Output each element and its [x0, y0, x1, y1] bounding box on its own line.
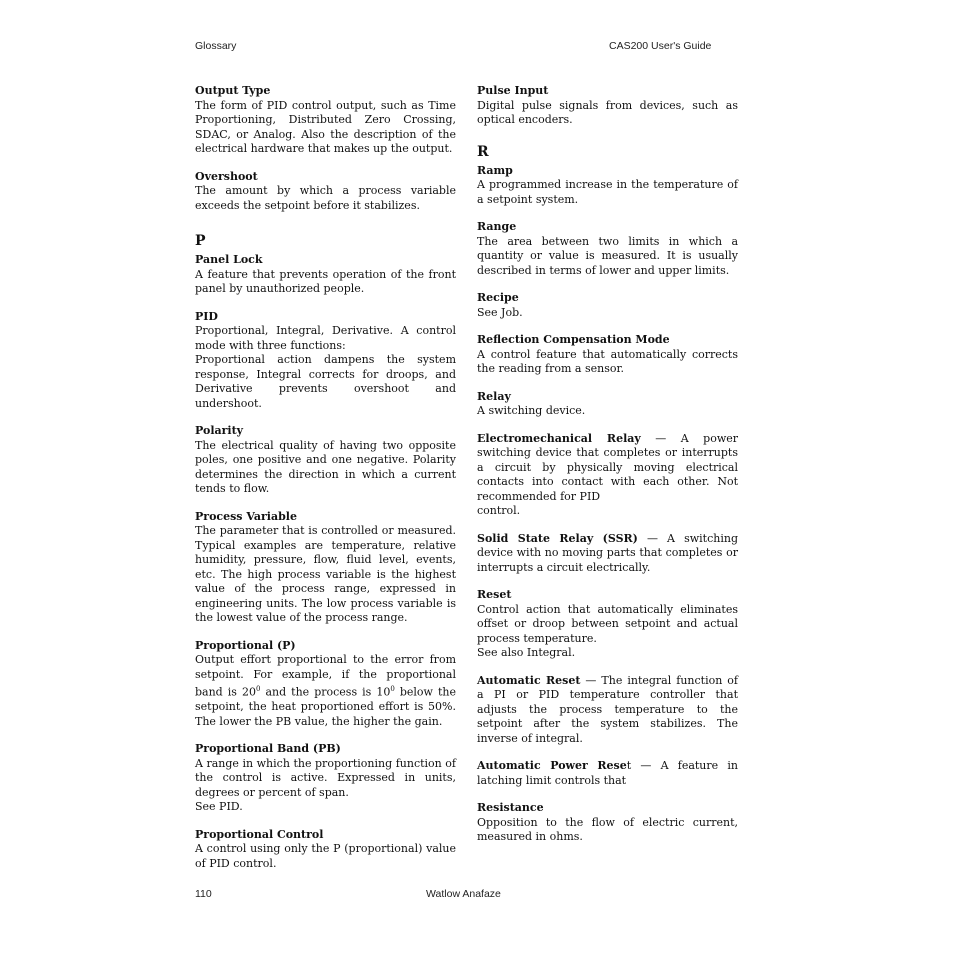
definition-continued: Proportional action dampens the system response, Integral corrects for droops, and Derivative prevents overshoot and undershoot. [195, 353, 456, 410]
term: PID [195, 309, 218, 323]
term: Panel Lock [195, 253, 263, 266]
entry-pid [195, 310, 456, 412]
entry-proportional-p [195, 639, 456, 730]
inline-term: Electromechanical Relay [477, 431, 641, 445]
definition: A range in which the proportioning function of the control is active. Expressed in units, degrees or percent of span. [195, 756, 456, 799]
see-also: See also Integral. [477, 646, 576, 659]
entry-range [477, 220, 738, 278]
entry-polarity [195, 424, 456, 497]
definition: The form of PID control output, such as Time Proportioning, Distributed Zero Crossing, SDAC, or Analog. Also the description of the electrical hardware that makes up the output. [195, 98, 456, 155]
entry-reset [477, 588, 738, 661]
definition: The parameter that is controlled or measured. Typical examples are temperature, relative humidity, pressure, flow, fluid level, events, etc. The high process variable is the highest value of the process range, expressed in engineering units. The low process variable is the lowest value of the process range. [195, 524, 456, 624]
term: Pulse Input [477, 84, 549, 97]
definition: See Job. [477, 305, 523, 319]
definition: The electrical quality of having two opposite poles, one positive and one negative. Polarity determines the direction in which a current tends to flow. [195, 438, 456, 495]
term: Process Variable [195, 509, 297, 523]
entry-proportional-control [195, 828, 456, 872]
entry-panel-lock [195, 253, 456, 297]
section-letter-p: P [195, 233, 206, 249]
entry-automatic-reset [477, 674, 738, 747]
term: Range [477, 220, 517, 233]
definition: Output effort proportional to the error from setpoint. For example, if the proportional band is $20^0$ and the process is $10^0$ below the setpoint, the heat proportioned effort is 50%. The lower the PB value, the higher the gain. [195, 653, 456, 728]
glossary-left-column [195, 84, 456, 884]
term: Reset [477, 588, 512, 601]
see-also: See PID. [195, 800, 243, 814]
inline-term: Automatic Power Rese [477, 759, 627, 772]
definition: The area between two limits in which a quantity or value is measured. It is usually described in terms of lower and upper limits. [477, 234, 738, 277]
entry-pulse-input [477, 84, 738, 128]
definition: A control feature that automatically corrects the reading from a sensor. [477, 347, 738, 375]
definition: Automatic Power Reset — A feature in latching limit controls that [477, 759, 738, 787]
running-header-section: Glossary [195, 40, 237, 52]
term: Resistance [477, 801, 544, 814]
term: Overshoot [195, 169, 258, 183]
inline-term: Automatic Reset [477, 673, 581, 687]
term: Reflection Compensation Mode [477, 333, 670, 346]
term: Relay [477, 389, 511, 403]
term: Proportional Band (PB) [195, 742, 341, 756]
entry-ramp [477, 164, 738, 208]
footer-company: Watlow Anafaze [426, 888, 501, 900]
definition: Solid State Relay (SSR) — A switching device with no moving parts that completes or interrupts a circuit electrically. [477, 531, 738, 574]
definition: A control using only the P (proportional) value of PID control. [195, 842, 456, 870]
entry-electromechanical-relay [477, 432, 738, 519]
definition: A switching device. [477, 404, 586, 417]
entry-recipe [477, 291, 738, 320]
entry-relay [477, 390, 738, 419]
definition: Electromechanical Relay — A power switching device that completes or interrupts a circuit by physically moving electrical contacts into contact with each other. Not recommended for PID [477, 431, 738, 503]
inline-term: Solid State Relay (SSR) [477, 531, 638, 545]
definition: Automatic Reset — The integral function of a PI or PID temperature controller that adjusts the process temperature to the setpoint after the system stabilizes. The inverse of integral. [477, 673, 738, 745]
glossary-right-column [477, 84, 738, 858]
section-letter-r: R [477, 143, 489, 160]
definition: A feature that prevents operation of the front panel by unauthorized people. [195, 267, 456, 295]
entry-reflection-compensation [477, 333, 738, 377]
term: Recipe [477, 291, 519, 304]
term: Ramp [477, 163, 513, 177]
term: Output Type [195, 84, 271, 97]
entry-solid-state-relay [477, 532, 738, 576]
definition: Opposition to the flow of electric current, measured in ohms. [477, 815, 738, 843]
entry-resistance [477, 801, 738, 845]
term: Proportional (P) [195, 638, 296, 652]
page-number: 110 [195, 888, 212, 900]
definition: Proportional, Integral, Derivative. A control mode with three functions: [195, 324, 456, 352]
entry-overshoot [195, 170, 456, 214]
entry-automatic-power-reset [477, 759, 738, 788]
entry-output-type [195, 84, 456, 157]
definition: Control action that automatically eliminates offset or droop between setpoint and actual process temperature. [477, 602, 738, 645]
entry-proportional-band [195, 742, 456, 815]
definition: Digital pulse signals from devices, such as optical encoders. [477, 98, 738, 126]
definition: A programmed increase in the temperature of a setpoint system. [477, 178, 738, 206]
definition: The amount by which a process variable exceeds the setpoint before it stabilizes. [195, 184, 456, 212]
entry-process-variable [195, 510, 456, 626]
term: Polarity [195, 424, 244, 437]
term: Proportional Control [195, 827, 324, 841]
definition-continued: control. [477, 504, 521, 517]
running-header-title: CAS200 User's Guide [609, 40, 712, 52]
